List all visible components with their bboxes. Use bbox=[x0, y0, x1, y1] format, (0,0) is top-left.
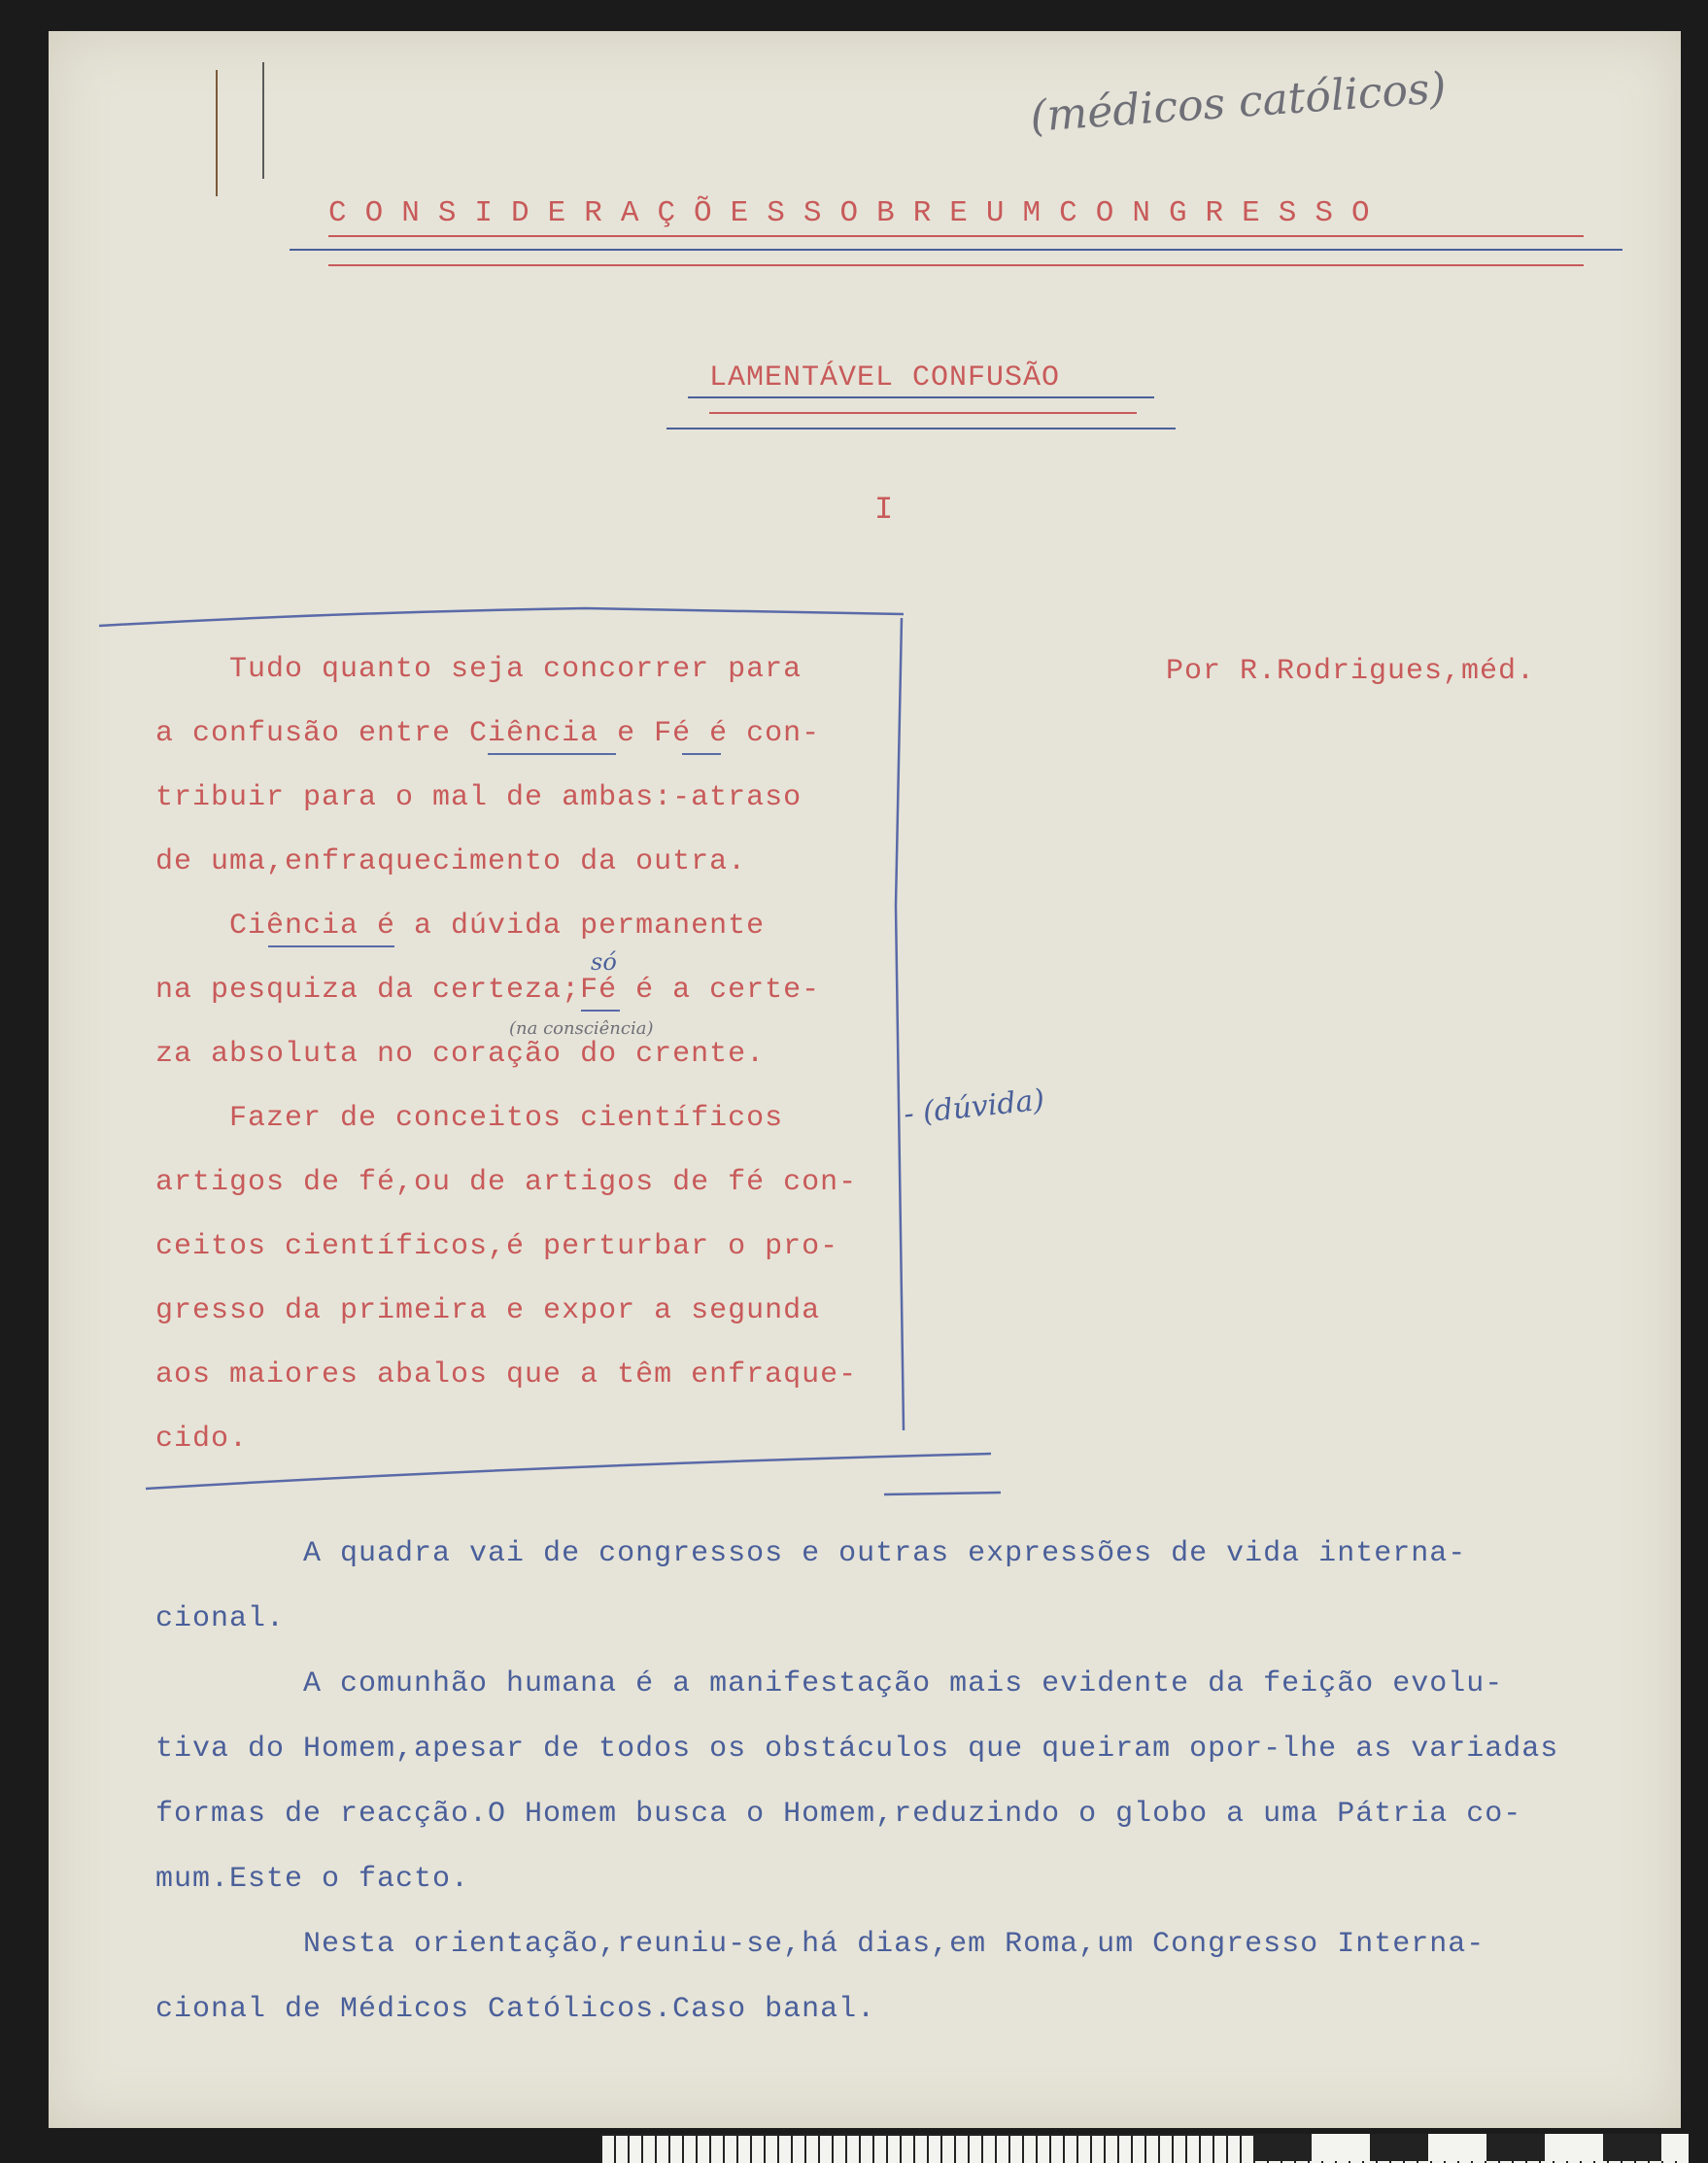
boxed-line: na pesquiza da certeza;Fé é a certe- bbox=[155, 974, 821, 1007]
underline-ciencia bbox=[488, 753, 616, 755]
annotation-duvida: - (dúvida) bbox=[902, 1082, 1046, 1132]
annotation-so: só bbox=[591, 948, 617, 976]
body-line: cional. bbox=[155, 1602, 286, 1635]
body-line: A comunhão humana é a manifestação mais evidente da feição evolu- bbox=[155, 1667, 1504, 1700]
body-line: formas de reacção.O Homem busca o Homem,reduzindo o globo a uma Pátria co- bbox=[155, 1798, 1522, 1831]
boxed-line: ceitos científicos,é perturbar o pro- bbox=[155, 1230, 839, 1263]
body-line: tiva do Homem,apesar de todos os obstáculos que queiram opor-lhe as variadas bbox=[155, 1733, 1559, 1766]
section-number: I bbox=[874, 492, 895, 528]
boxed-line: de uma,enfraquecimento da outra. bbox=[155, 845, 747, 878]
byline: Por R.Rodrigues,méd. bbox=[1166, 655, 1536, 688]
boxed-line: tribuir para o mal de ambas:-atraso bbox=[155, 781, 803, 814]
body-line: cional de Médicos Católicos.Caso banal. bbox=[155, 1993, 876, 2026]
boxed-line: gresso da primeira e expor a segunda bbox=[155, 1294, 821, 1327]
body-line: mum.Este o facto. bbox=[155, 1863, 470, 1896]
boxed-line: za absoluta no coração do crente. bbox=[155, 1038, 766, 1071]
header-title: C O N S I D E R A Ç Õ E S S O B R E U M C O N G R E S S O bbox=[328, 196, 1370, 230]
body-line: A quadra vai de congressos e outras expressões de vida interna- bbox=[155, 1537, 1467, 1570]
subtitle: LAMENTÁVEL CONFUSÃO bbox=[709, 361, 1061, 395]
boxed-line: Tudo quanto seja concorrer para bbox=[155, 653, 803, 686]
pencil-note: (médicos católicos) bbox=[1028, 63, 1449, 142]
boxed-line: a confusão entre Ciência e Fé é con- bbox=[155, 717, 821, 750]
boxed-line: Fazer de conceitos científicos bbox=[155, 1102, 784, 1135]
body-line: Nesta orientação,reuniu-se,há dias,em Roma,um Congresso Interna- bbox=[155, 1928, 1486, 1961]
body-text bbox=[155, 1537, 1558, 2058]
annotation-consciencia: (na consciência) bbox=[509, 1018, 654, 1039]
document-page bbox=[49, 31, 1681, 2128]
underline-ciencia-2 bbox=[268, 945, 394, 947]
boxed-line: aos maiores abalos que a têm enfraque- bbox=[155, 1358, 858, 1391]
underline-fe-2 bbox=[581, 1010, 620, 1012]
boxed-line: artigos de fé,ou de artigos de fé con- bbox=[155, 1166, 858, 1199]
boxed-paragraph bbox=[155, 653, 857, 1487]
boxed-line: Ciência é a dúvida permanente bbox=[155, 910, 766, 943]
scale-ruler-blocks bbox=[1253, 2134, 1689, 2161]
boxed-line: cido. bbox=[155, 1423, 249, 1456]
underline-fe bbox=[682, 753, 721, 755]
